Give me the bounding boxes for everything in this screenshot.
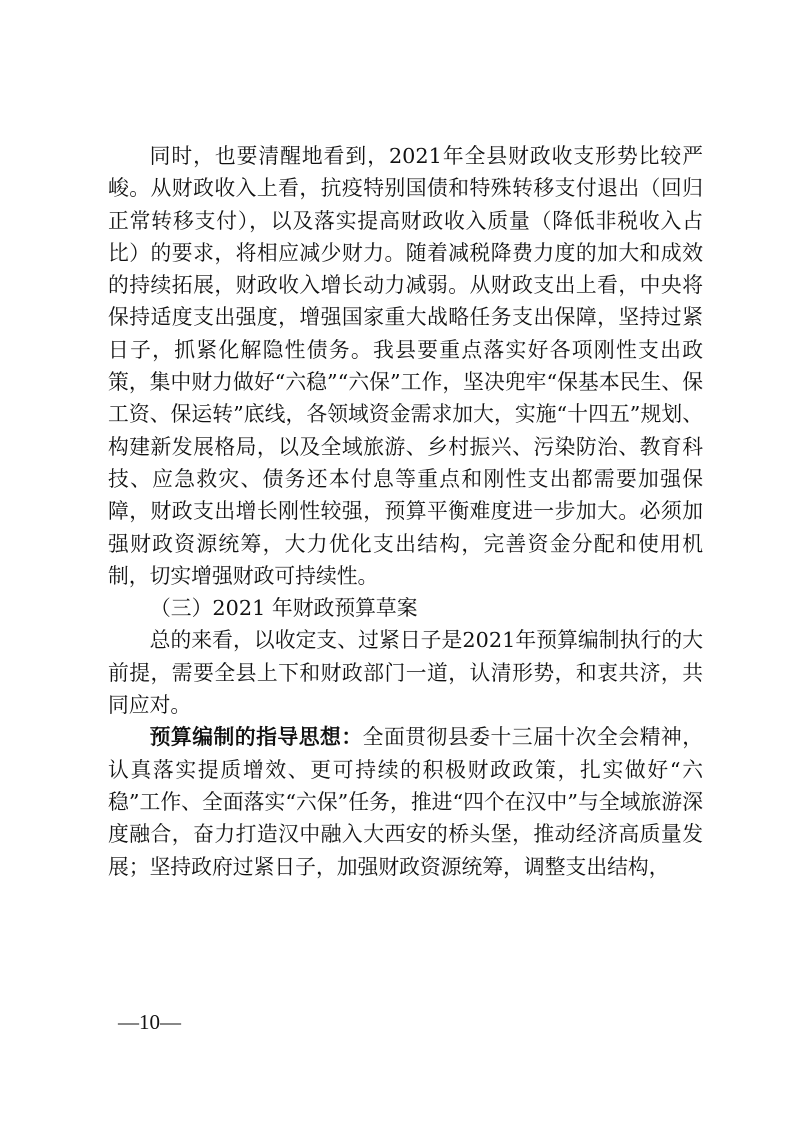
guiding-ideology-body: 全面贯彻县委十三届十次全会精神，认真落实提质增效、更可持续的积极财政政策，扎实做好“六稳”工作、全面落实“六保”任务，推进“四个在汉中”与全域旅游深度融合，奋力打造汉中融入大西安的桥头堡，推动经济高质量发展；坚持政府过紧日子，加强财政资源统筹，调整支出结构， [108,725,704,879]
document-body [108,140,703,883]
section-heading-budget-draft: （三）2021 年财政预算草案 [150,596,418,621]
paragraph-fiscal-situation: 同时，也要清醒地看到，2021年全县财政收支形势比较严峻。从财政收入上看，抗疫特别国债和特殊转移支付退出（回归正常转移支付），以及落实提高财政收入质量（降低非税收入占比）的要求，将相应减少财力。随着减税降费力度的加大和成效的持续拓展，财政收入增长动力减弱。从财政支出上看，中央将保持适度支出强度，增强国家重大战略任务支出保障，坚持过紧日子，抓紧化解隐性债务。我县要重点落实好各项刚性支出政策，集中财力做好“六稳”“六保”工作，坚决兜牢“保基本民生、保工资、保运转”底线，各领域资金需求加大，实施“十四五”规划、构建新发展格局，以及全域旅游、乡村振兴、污染防治、教育科技、应急救灾、债务还本付息等重点和刚性支出都需要加强保障，财政支出增长刚性较强，预算平衡难度进一步加大。必须加强财政资源统筹，大力优化支出结构，完善资金分配和使用机制，切实增强财政可持续性。 [108,144,703,588]
guiding-ideology-lead: 预算编制的指导思想： [149,724,363,750]
page-number: —10— [118,1010,181,1034]
paragraph-overview: 总的来看，以收定支、过紧日子是2021年预算编制执行的大前提，需要全县上下和财政部门一道，认清形势，和衷共济，共同应对。 [108,628,703,718]
paragraph-guiding-ideology [108,721,703,882]
